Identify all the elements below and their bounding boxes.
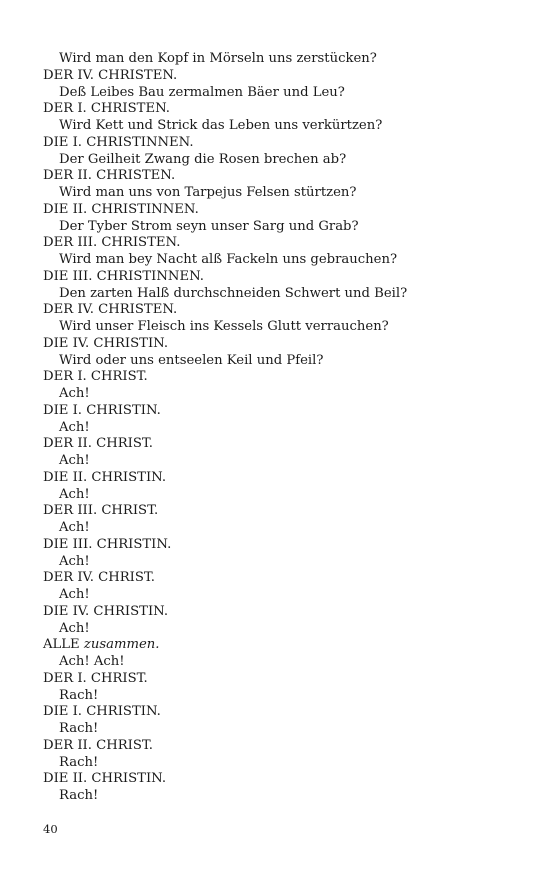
speaker-label: DER II. CHRIST. xyxy=(43,436,153,452)
speech-text: Wird man bey Nacht alß Fackeln uns gebrauchen? xyxy=(59,252,398,267)
speaker-name xyxy=(43,235,523,252)
speech-line xyxy=(43,587,523,604)
speaker-name xyxy=(43,168,523,185)
speech-text: Wird man uns von Tarpejus Felsen stürtzen? xyxy=(59,185,357,200)
speech-text: Ach! xyxy=(59,419,90,435)
speaker-name xyxy=(43,470,523,487)
speech-line xyxy=(43,185,523,202)
speaker-label: DIE III. CHRISTIN. xyxy=(43,536,172,552)
speech-text: Rach! xyxy=(59,687,99,703)
speaker-name xyxy=(43,269,523,286)
speaker-name xyxy=(43,704,523,721)
speaker-name xyxy=(43,570,523,587)
stage-direction: zusammen. xyxy=(83,637,160,653)
speech-text: Der Geilheit Zwang die Rosen brechen ab? xyxy=(59,151,347,167)
speech-line xyxy=(43,118,523,135)
page-number: 40 xyxy=(43,822,58,836)
speech-text: Ach! xyxy=(59,386,90,401)
speaker-label: DIE IV. CHRISTIN. xyxy=(43,335,169,351)
speech-line xyxy=(43,487,523,504)
speech-line xyxy=(43,788,523,805)
speaker-name xyxy=(43,604,523,621)
speech-line xyxy=(43,621,523,638)
speech-text: Den zarten Halß durchschneiden Schwert und Beil? xyxy=(59,285,408,301)
speaker-name xyxy=(43,771,523,788)
speech-line xyxy=(43,319,523,336)
speaker-name xyxy=(43,637,523,654)
speaker-label: DIE I. CHRISTIN. xyxy=(43,704,161,720)
speaker-name xyxy=(43,436,523,453)
speech-line xyxy=(43,755,523,772)
speech-line xyxy=(43,688,523,705)
speech-line xyxy=(43,353,523,370)
speech-line xyxy=(43,520,523,537)
speech-line xyxy=(43,420,523,437)
speech-text: Ach! xyxy=(59,453,90,468)
speech-line xyxy=(43,453,523,470)
speech-text: Wird unser Fleisch ins Kessels Glutt verrauchen? xyxy=(59,319,389,334)
speech-line xyxy=(43,51,523,68)
speaker-label: DER III. CHRISTEN. xyxy=(43,235,181,251)
speaker-label: DER I. CHRISTEN. xyxy=(43,101,170,117)
speech-text: Ach! xyxy=(59,587,90,602)
speaker-label: DIE IV. CHRISTIN. xyxy=(43,603,169,619)
speech-line xyxy=(43,286,523,303)
speaker-name xyxy=(43,135,523,152)
speaker-label: DIE II. CHRISTINNEN. xyxy=(43,201,199,217)
speech-text: Wird oder uns entseelen Keil und Pfeil? xyxy=(59,352,324,368)
speaker-name xyxy=(43,503,523,520)
speech-text: Deß Leibes Bau zermalmen Bäer und Leu? xyxy=(59,84,345,100)
speaker-label: DIE III. CHRISTINNEN. xyxy=(43,268,204,284)
speech-text: Ach! xyxy=(59,486,90,502)
speech-text: Ach! Ach! xyxy=(59,654,125,669)
play-text xyxy=(43,51,523,805)
speaker-name xyxy=(43,738,523,755)
speech-line xyxy=(43,554,523,571)
speaker-name xyxy=(43,68,523,85)
speech-text: Rach! xyxy=(59,788,99,803)
speech-text: Ach! xyxy=(59,520,90,535)
speech-text: Ach! xyxy=(59,620,90,636)
speaker-label: DER IV. CHRISTEN. xyxy=(43,67,178,83)
speaker-label: DER II. CHRIST. xyxy=(43,737,153,753)
speaker-label: ALLE xyxy=(43,637,80,653)
speaker-name xyxy=(43,336,523,353)
speaker-label: DIE II. CHRISTIN. xyxy=(43,469,167,485)
speaker-name xyxy=(43,202,523,219)
speaker-label: DER III. CHRIST. xyxy=(43,503,159,519)
speech-line xyxy=(43,386,523,403)
speaker-label: DIE I. CHRISTIN. xyxy=(43,402,161,418)
speech-text: Rach! xyxy=(59,721,99,736)
speaker-label: DER IV. CHRIST. xyxy=(43,570,155,586)
speech-line xyxy=(43,654,523,671)
speaker-name xyxy=(43,369,523,386)
speech-text: Rach! xyxy=(59,754,99,770)
speaker-label: DER IV. CHRISTEN. xyxy=(43,302,178,318)
speaker-label: DIE II. CHRISTIN. xyxy=(43,771,167,787)
speaker-label: DER II. CHRISTEN. xyxy=(43,168,176,184)
speaker-label: DIE I. CHRISTINNEN. xyxy=(43,134,194,150)
speech-line xyxy=(43,252,523,269)
speech-text: Ach! xyxy=(59,553,90,569)
speech-text: Der Tyber Strom seyn unser Sarg und Grab? xyxy=(59,218,359,234)
speech-text: Wird man den Kopf in Mörseln uns zerstücken? xyxy=(59,51,377,66)
speaker-label: DER I. CHRIST. xyxy=(43,670,148,686)
speaker-name xyxy=(43,671,523,688)
speaker-name xyxy=(43,302,523,319)
speaker-name xyxy=(43,403,523,420)
speech-line xyxy=(43,219,523,236)
speech-text: Wird Kett und Strick das Leben uns verkürtzen? xyxy=(59,118,383,133)
speaker-name xyxy=(43,101,523,118)
speech-line xyxy=(43,152,523,169)
speech-line xyxy=(43,85,523,102)
speaker-name xyxy=(43,537,523,554)
speech-line xyxy=(43,721,523,738)
speaker-label: DER I. CHRIST. xyxy=(43,369,148,385)
